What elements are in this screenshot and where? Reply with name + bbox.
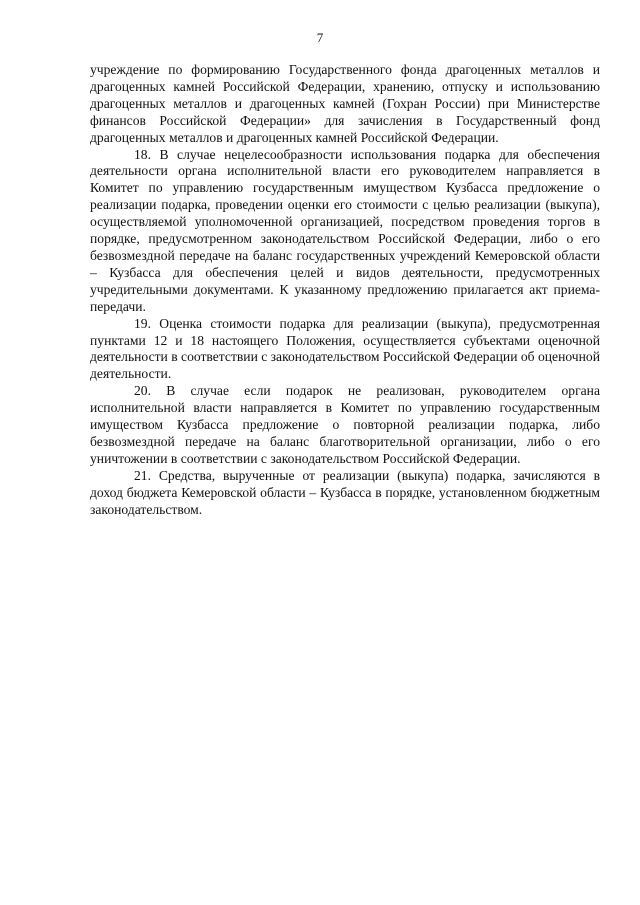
paragraph-continuation: учреждение по формированию Государственного фонда драгоценных металлов и драгоценных камней Российской Федерации, хранению, отпуску и использованию драгоценных металлов и драгоценных камней (Гохран России) при Министерстве финансов Российской Федерации» для зачисления в Государственный фонд драгоценных металлов и драгоценных камней Российской Федерации.	[90, 62, 600, 145]
document-body	[90, 62, 600, 518]
paragraph-19: 19. Оценка стоимости подарка для реализации (выкупа), предусмотренная пунктами 12 и 18 настоящего Положения, осуществляется субъектами оценочной деятельности в соответствии с законодательством Российской Федерации об оценочной деятельности.	[90, 315, 600, 382]
paragraph-21: 21. Средства, вырученные от реализации (выкупа) подарка, зачисляются в доход бюджета Кемеровской области – Кузбасса в порядке, установленном бюджетным законодательством.	[90, 467, 600, 517]
paragraph-18: 18. В случае нецелесообразности использования подарка для обеспечения деятельности органа исполнительной власти его руководителем направляется в Комитет по управлению государственным имуществом Кузбасса предложение о реализации подарка, проведении оценки его стоимости с целью реализации (выкупа), осуществляемой уполномоченной организацией, посредством проведения торгов в порядке, предусмотренном законодательством Российской Федерации, либо о его безвозмездной передаче на баланс государственных учреждений Кемеровской области – Кузбасса для обеспечения целей и видов деятельности, предусмотренных учредительными документами. К указанному предложению прилагается акт приема-передачи.	[90, 146, 600, 314]
paragraph-20: 20. В случае если подарок не реализован, руководителем органа исполнительной власти направляется в Комитет по управлению государственным имуществом Кузбасса предложение о повторной реализации подарка, либо безвозмездной передаче на баланс благотворительной организации, либо о его уничтожении в соответствии с законодательством Российской Федерации.	[90, 383, 600, 466]
page-number: 7	[316, 30, 324, 45]
